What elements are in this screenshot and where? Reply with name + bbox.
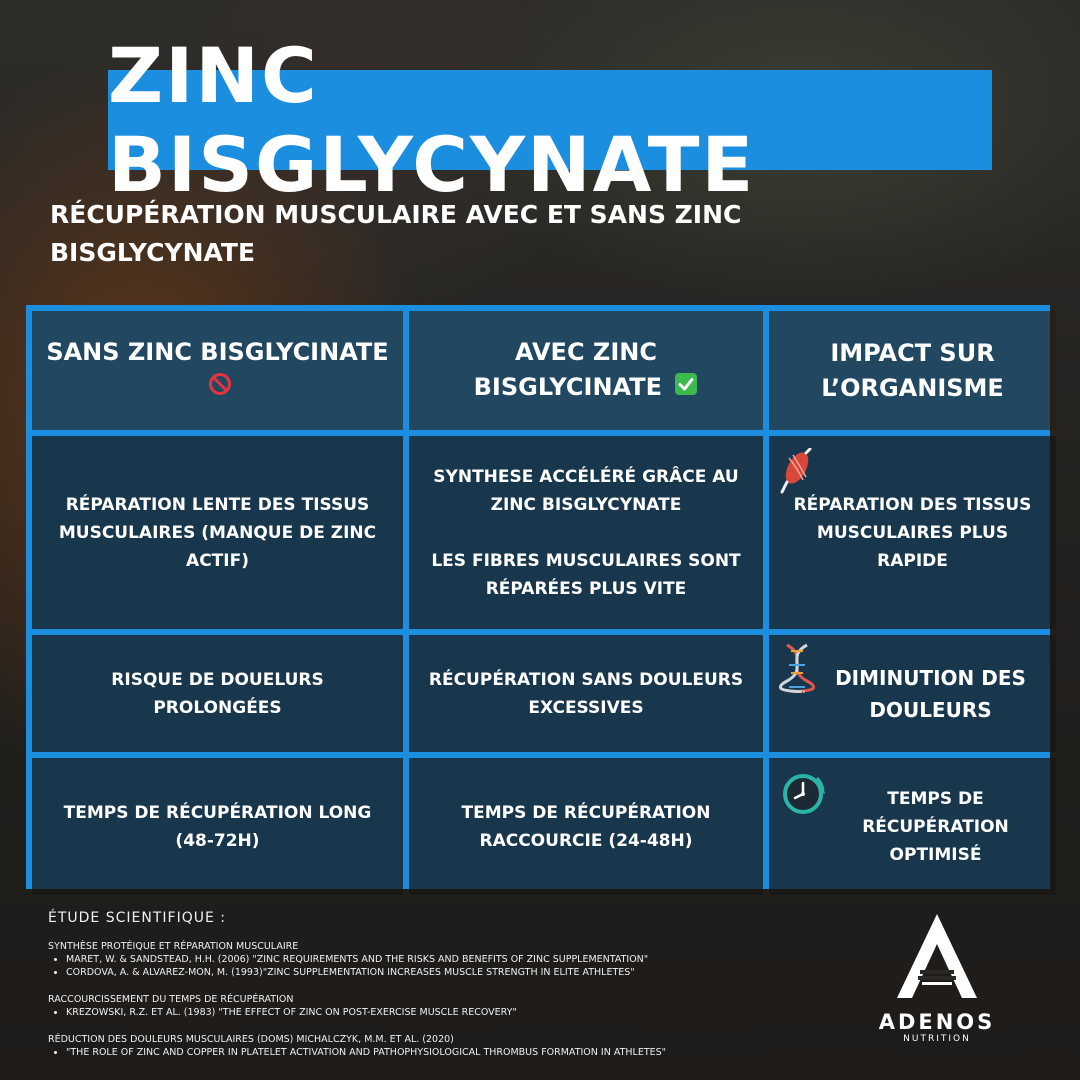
muscle-icon <box>779 448 815 498</box>
row2-impact-text: DIMINUTION DES DOULEURS <box>835 665 1026 722</box>
row1-avec <box>409 436 763 629</box>
source-category: RACCOURCISSEMENT DU TEMPS DE RÉCUPÉRATION <box>48 994 294 1005</box>
row3-impact <box>769 758 1056 895</box>
row1-avec-text-2: LES FIBRES MUSCULAIRES SONT RÉPARÉES PLUS VITE <box>431 550 741 599</box>
adenos-logo-icon <box>892 912 982 1006</box>
source-group <box>48 993 868 1019</box>
source-item: • MARET, W. & SANDSTEAD, H.H. (2006) "ZINC REQUIREMENTS AND THE RISKS AND BENEFITS OF ZINC SUPPLEMENTATION" <box>66 953 868 966</box>
row3-sans-text: TEMPS DE RÉCUPÉRATION LONG (48-72H) <box>63 802 372 851</box>
row2-avec <box>409 635 763 752</box>
row3-avec <box>409 758 763 895</box>
header-impact-label: IMPACT SUR L’ORGANISME <box>821 338 1004 402</box>
sources-heading: ÉTUDE SCIENTIFIQUE : <box>48 910 226 926</box>
row1-avec-text-1: SYNTHESE ACCÉLÉRÉ GRÂCE AU ZINC BISGLYCYNATE <box>433 466 739 515</box>
header-sans-zinc <box>32 311 403 430</box>
row1-impact <box>769 436 1056 629</box>
source-item: • KREZOWSKI, R.Z. ET AL. (1983) "THE EFFECT OF ZINC ON POST-EXERCISE MUSCLE RECOVERY" <box>66 1006 868 1019</box>
source-item: • CORDOVA, A. & ALVAREZ-MON, M. (1993)"ZINC SUPPLEMENTATION INCREASES MUSCLE STRENGTH IN ELITE ATHLETES" <box>66 966 868 979</box>
source-group <box>48 1033 868 1059</box>
source-item: • "THE ROLE OF ZINC AND COPPER IN PLATELET ACTIVATION AND PATHOPHYSIOLOGICAL THROMBUS FORMATION IN ATHLETES" <box>66 1046 868 1059</box>
no-entry-icon <box>208 371 232 406</box>
check-mark-icon <box>674 371 698 406</box>
row1-sans <box>32 436 403 629</box>
row1-impact-text: RÉPARATION DES TISSUS MUSCULAIRES PLUS RAPIDE <box>793 494 1032 571</box>
scientific-sources <box>48 910 868 1073</box>
header-avec-zinc <box>409 311 763 430</box>
brand-logo <box>862 912 1012 1052</box>
row3-sans <box>32 758 403 895</box>
row2-sans <box>32 635 403 752</box>
row2-avec-text: RÉCUPÉRATION SANS DOULEURS EXCESSIVES <box>428 669 744 718</box>
header-impact <box>769 311 1056 430</box>
source-category: SYNTHÈSE PROTÉIQUE ET RÉPARATION MUSCULAIRE <box>48 941 299 952</box>
subtitle: RÉCUPÉRATION MUSCULAIRE AVEC ET SANS ZINC BISGLYCYNATE <box>50 200 742 267</box>
comparison-table <box>26 305 1050 889</box>
row2-sans-text: RISQUE DE DOUELURS PROLONGÉES <box>111 669 324 718</box>
header-sans-label: SANS ZINC BISGLYCINATE <box>46 338 389 367</box>
stopwatch-icon <box>779 770 827 822</box>
logo-name: ADENOS <box>878 1010 996 1034</box>
row1-sans-text: RÉPARATION LENTE DES TISSUS MUSCULAIRES (MANQUE DE ZINC ACTIF) <box>58 494 377 571</box>
row2-impact <box>769 635 1056 752</box>
source-group <box>48 940 868 979</box>
row3-impact-text: TEMPS DE RÉCUPÉRATION OPTIMISÉ <box>862 788 1009 865</box>
header-avec-label: AVEC ZINC BISGLYCINATE <box>473 338 663 402</box>
title-banner <box>108 31 992 209</box>
logo-subtitle: NUTRITION <box>903 1034 971 1044</box>
dna-icon <box>779 643 815 697</box>
source-category: RÉDUCTION DES DOULEURS MUSCULAIRES (DOMS) MICHALCZYK, M.M. ET AL. (2020) <box>48 1034 454 1045</box>
page-title: ZINC BISGLYCYNATE <box>108 31 756 209</box>
row3-avec-text: TEMPS DE RÉCUPÉRATION RACCOURCIE (24-48H) <box>461 802 711 851</box>
